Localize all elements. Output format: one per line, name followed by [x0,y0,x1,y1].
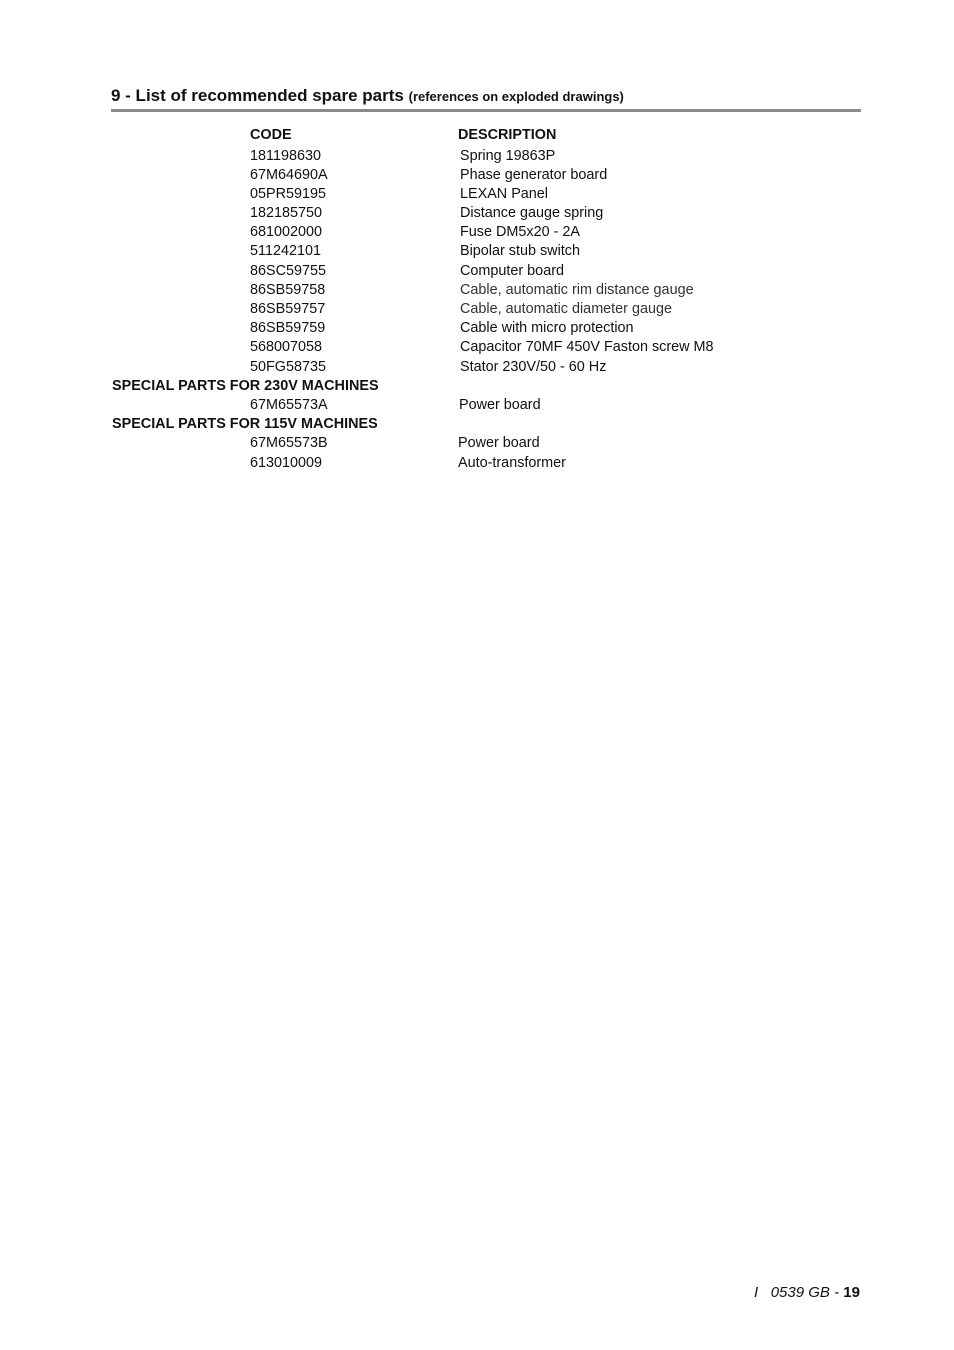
part-description: Power board [458,435,540,452]
part-code: 86SB59757 [250,301,326,317]
part-code: 681002000 [250,224,323,241]
section-230v-title: SPECIAL PARTS FOR 230V MACHINES [112,377,379,394]
table-row [0,166,954,185]
part-description: Fuse DM5x20 - 2A [460,224,580,241]
table-header [0,126,954,147]
heading-rule [111,109,861,112]
table-row [0,185,954,204]
part-description: Computer board [460,262,564,279]
part-description: Bipolar stub switch [460,243,580,260]
table-row [0,223,954,242]
part-description: Capacitor 70MF 450V Faston screw M8 [460,339,714,356]
part-code: 86SC59755 [250,262,327,279]
part-code: 67M65573B [250,435,328,452]
part-description: Cable, automatic rim distance gauge [460,281,694,298]
part-description: Cable, automatic diameter gauge [460,301,672,317]
table-row [0,338,954,357]
part-code: 05PR59195 [250,185,327,202]
page-footer [754,1284,860,1301]
table-row [0,242,954,261]
section-heading [111,86,624,106]
part-description: Distance gauge spring [460,205,604,222]
section-115v-title: SPECIAL PARTS FOR 115V MACHINES [112,416,378,433]
part-description: Spring 19863P [460,147,556,164]
part-code: 182185750 [250,205,323,222]
part-code: 613010009 [250,454,323,471]
part-code: 568007058 [250,339,323,356]
table-row [0,281,954,300]
table-row [0,454,954,473]
part-description: LEXAN Panel [460,185,548,202]
part-code: 86SB59758 [250,281,326,298]
part-description: Auto-transformer [458,454,566,471]
footer-prefix: I [754,1284,759,1301]
table-row [0,300,954,319]
part-description: Cable with micro protection [460,320,634,337]
part-description: Power board [459,396,541,413]
part-code: 50FG58735 [250,358,327,375]
table-row [0,396,954,415]
spare-parts-table [0,126,954,473]
footer-doc-code: 0539 GB - [770,1284,840,1301]
table-row [0,319,954,338]
table-row [0,204,954,223]
part-code: 67M64690A [250,166,328,183]
part-description: Phase generator board [460,166,608,183]
table-row [0,358,954,377]
part-code: 511242101 [250,243,321,260]
section-title: 9 - List of recommended spare parts [111,86,404,105]
table-row [0,262,954,281]
table-row [0,147,954,166]
column-header-code: CODE [250,127,292,143]
part-code: 67M65573A [250,396,328,413]
section-subtitle: (references on exploded drawings) [408,89,624,104]
part-code: 181198630 [250,147,321,164]
column-header-description: DESCRIPTION [458,127,557,143]
part-code: 86SB59759 [250,320,326,337]
page-number: 19 [843,1284,860,1301]
part-description: Stator 230V/50 - 60 Hz [460,358,607,375]
table-row [0,434,954,453]
